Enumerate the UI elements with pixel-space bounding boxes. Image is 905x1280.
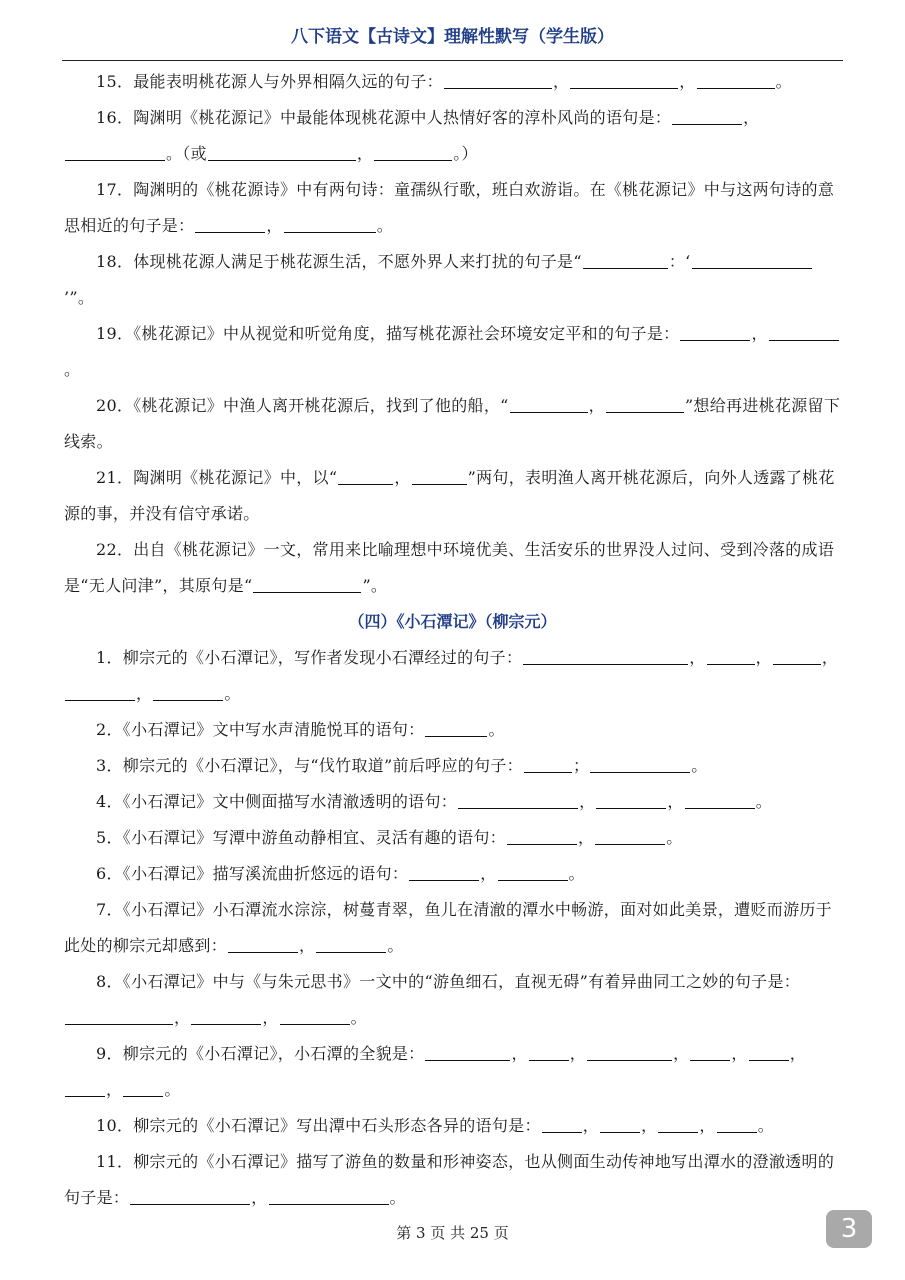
answer-blank[interactable] <box>338 468 393 485</box>
answer-blank[interactable] <box>253 576 361 593</box>
answer-blank[interactable] <box>65 1008 173 1025</box>
section-heading: （四）《小石潭记》（柳宗元） <box>348 612 557 631</box>
answer-blank[interactable] <box>269 1188 389 1205</box>
question-x8: 8．《小石潭记》中与《与朱元思书》一文中的“游鱼细石，直视无碍”有着异曲同工之妙的句子是：， ， 。 <box>64 964 841 1036</box>
worksheet-content <box>64 64 841 1216</box>
answer-blank[interactable] <box>195 216 265 233</box>
answer-blank[interactable] <box>596 792 666 809</box>
answer-blank[interactable] <box>412 468 467 485</box>
question-17: 17．陶渊明的《桃花源诗》中有两句诗：童孺纵行歌，班白欢游诣。在《桃花源记》中与这两句诗的意思相近的句子是： ， 。 <box>64 180 835 235</box>
question-x5: 5．《小石潭记》写潭中游鱼动静相宜、灵活有趣的语句： ， 。 <box>96 828 683 847</box>
answer-blank[interactable] <box>280 1008 350 1025</box>
question-x3: 3．柳宗元的《小石潭记》，与“伐竹取道”前后呼应的句子： ； 。 <box>96 756 708 775</box>
question-x1: 1．柳宗元的《小石潭记》，写作者发现小石潭经过的句子： ， ， ，， 。 <box>64 640 841 712</box>
answer-blank[interactable] <box>425 720 487 737</box>
answer-blank[interactable] <box>65 684 135 701</box>
answer-blank[interactable] <box>769 324 839 341</box>
answer-blank[interactable] <box>685 792 755 809</box>
answer-blank[interactable] <box>690 1044 730 1061</box>
answer-blank[interactable] <box>208 144 356 161</box>
answer-blank[interactable] <box>590 756 690 773</box>
answer-blank[interactable] <box>130 1188 250 1205</box>
answer-blank[interactable] <box>680 324 750 341</box>
answer-blank[interactable] <box>284 216 376 233</box>
answer-blank[interactable] <box>65 144 165 161</box>
answer-blank[interactable] <box>749 1044 789 1061</box>
question-x6: 6．《小石潭记》描写溪流曲折悠远的语句： ， 。 <box>96 864 585 883</box>
question-x11: 11．柳宗元的《小石潭记》描写了游鱼的数量和形神姿态，也从侧面生动传神地写出潭水的澄澈透明的句子是： ， 。 <box>64 1152 835 1207</box>
answer-blank[interactable] <box>458 792 578 809</box>
answer-blank[interactable] <box>228 936 298 953</box>
answer-blank[interactable] <box>583 252 668 269</box>
answer-blank[interactable] <box>316 936 386 953</box>
answer-blank[interactable] <box>524 756 572 773</box>
question-15: 15．最能表明桃花源人与外界相隔久远的句子： ， ， 。 <box>96 72 792 91</box>
answer-blank[interactable] <box>697 72 775 89</box>
page-header <box>62 22 843 61</box>
answer-blank[interactable] <box>123 1080 163 1097</box>
answer-blank[interactable] <box>658 1116 698 1133</box>
question-x4: 4．《小石潭记》文中侧面描写水清澈透明的语句： ， ， 。 <box>96 792 773 811</box>
answer-blank[interactable] <box>65 1080 105 1097</box>
answer-blank[interactable] <box>523 648 688 665</box>
question-19: 19．《桃花源记》中从视觉和听觉角度，描写桃花源社会环境安定平和的句子是： ，。 <box>64 316 841 388</box>
answer-blank[interactable] <box>542 1116 582 1133</box>
answer-blank[interactable] <box>507 828 577 845</box>
answer-blank[interactable] <box>153 684 223 701</box>
question-22: 22．出自《桃花源记》一文，常用来比喻理想中环境优美、生活安乐的世界没人过问、受到冷落的成语是“无人问津”，其原句是“ ”。 <box>64 540 835 595</box>
answer-blank[interactable] <box>707 648 755 665</box>
question-x2: 2．《小石潭记》文中写水声清脆悦耳的语句： 。 <box>96 720 505 739</box>
answer-blank[interactable] <box>444 72 552 89</box>
answer-blank[interactable] <box>773 648 821 665</box>
question-x7: 7．《小石潭记》小石潭流水淙淙，树蔓青翠，鱼儿在清澈的潭水中畅游，面对如此美景，遭贬而游历于此处的柳宗元却感到： ， 。 <box>64 900 832 955</box>
question-18: 18．体现桃花源人满足于桃花源生活，不愿外界人来打扰的句子是“ ：‘’”。 <box>64 244 841 316</box>
page-number-badge: 3 <box>826 1210 872 1248</box>
answer-blank[interactable] <box>425 1044 510 1061</box>
page-footer: 第 3 页 共 25 页 <box>396 1224 509 1242</box>
answer-blank[interactable] <box>600 1116 640 1133</box>
answer-blank[interactable] <box>498 864 568 881</box>
question-21: 21．陶渊明《桃花源记》中，以“ ， ”两句，表明渔人离开桃花源后，向外人透露了桃花源的事，并没有信守承诺。 <box>64 468 835 523</box>
document-title: 八下语文【古诗文】理解性默写（学生版） <box>291 27 614 47</box>
answer-blank[interactable] <box>717 1116 757 1133</box>
question-x9: 9．柳宗元的《小石潭记》，小石潭的全貌是： ， ， ， ， ，， 。 <box>64 1036 841 1108</box>
question-20: 20．《桃花源记》中渔人离开桃花源后，找到了他的船，“ ， ”想给再进桃花源留下线索。 <box>64 396 841 451</box>
answer-blank[interactable] <box>606 396 684 413</box>
answer-blank[interactable] <box>529 1044 569 1061</box>
answer-blank[interactable] <box>587 1044 672 1061</box>
question-16: 16．陶渊明《桃花源记》中最能体现桃花源中人热情好客的淳朴风尚的语句是： ，。（或 ， 。） <box>64 100 841 172</box>
answer-blank[interactable] <box>692 252 812 269</box>
answer-blank[interactable] <box>570 72 678 89</box>
answer-blank[interactable] <box>191 1008 261 1025</box>
question-x10: 10．柳宗元的《小石潭记》写出潭中石头形态各异的语句是： ， ， ， 。 <box>96 1116 775 1135</box>
answer-blank[interactable] <box>409 864 479 881</box>
answer-blank[interactable] <box>672 108 742 125</box>
answer-blank[interactable] <box>595 828 665 845</box>
answer-blank[interactable] <box>374 144 452 161</box>
answer-blank[interactable] <box>510 396 588 413</box>
